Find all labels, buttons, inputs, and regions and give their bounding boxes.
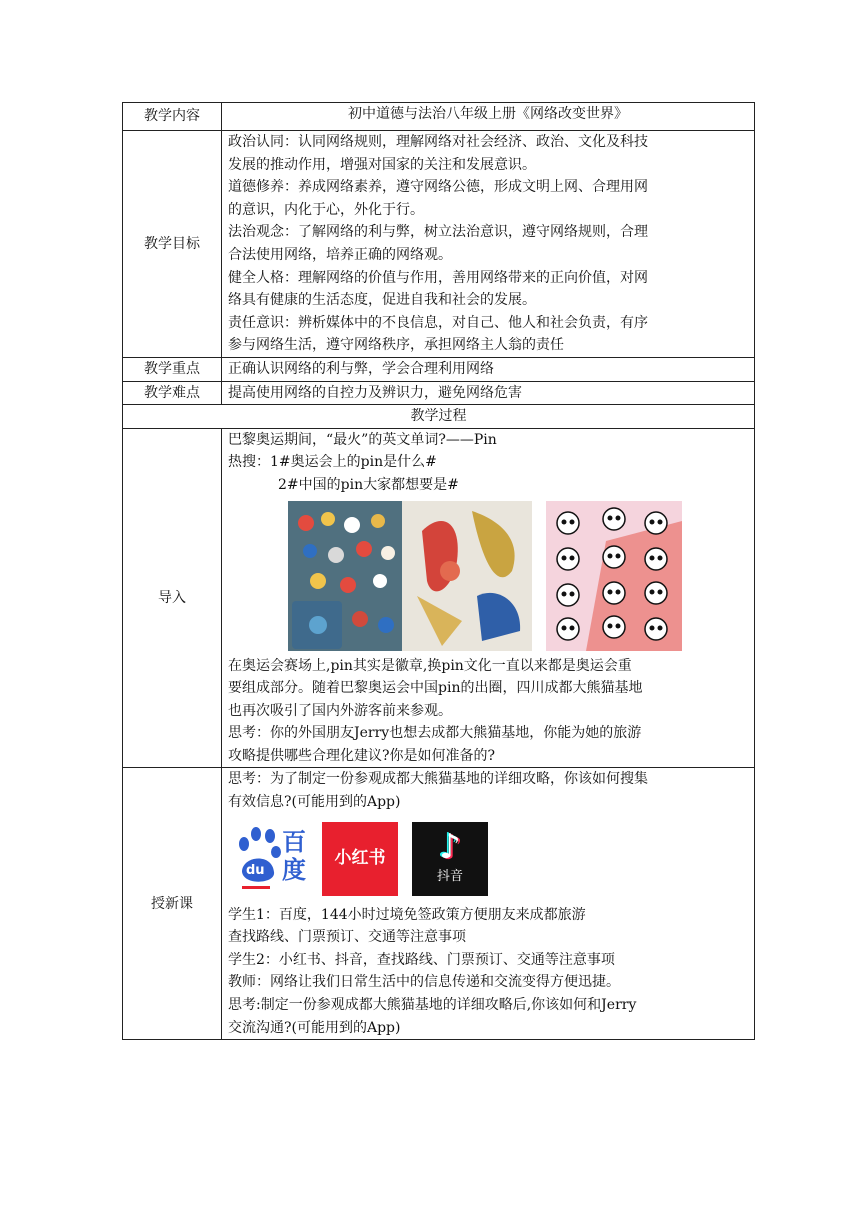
new-line: 学生2：小红书、抖音，查找路线、门票预订、交通等注意事项 [228,951,615,968]
goal-line: 的意识，内化于心，外化于行。 [228,201,424,218]
intro-line: 在奥运会赛场上,pin其实是徽章,换pin文化一直以来都是奥运会重 [228,657,632,674]
intro-line: 要组成部分。随着巴黎奥运会中国pin的出圈，四川成都大熊猫基地 [228,680,643,697]
difficulty-value: 提高使用网络的自控力及辨识力，避免网络危害 [222,381,755,405]
douyin-logo-icon [412,822,488,896]
douyin-text: 抖音 [436,869,463,885]
new-line: 思考:制定一份参观成都大熊猫基地的详细攻略后,你该如何和Jerry [228,997,637,1014]
baidu-du-text: du [246,862,265,878]
xiaohongshu-text: 小红书 [334,848,386,869]
intro-line: 思考：你的外国朋友Jerry也想去成都大熊猫基地，你能为她的旅游 [228,725,642,742]
intro-line: 2#中国的pin大家都想要是# [278,476,459,493]
key-value: 正确认识网络的利与弊，学会合理利用网络 [222,357,755,381]
goal-line: 合法使用网络，培养正确的网络观。 [228,246,452,263]
goals-label: 教学目标 [123,131,222,358]
baidu-logo-icon [232,822,308,896]
pin-photos [288,501,748,651]
intro-cell [222,428,755,768]
pin-collection-image [288,501,402,651]
intro-label: 导入 [123,428,222,768]
intro-line: 也再次吸引了国内外游客前来参观。 [228,702,452,719]
intro-line: 热搜：1#奥运会上的pin是什么# [228,454,437,471]
process-header: 教学过程 [123,405,755,429]
goal-line: 政治认同：认同网络规则，理解网络对社会经济、政治、文化及科技 [228,134,648,150]
intro-line: 攻略提供哪些合理化建议?你是如何准备的? [228,747,496,764]
goal-line: 络具有健康的生活态度，促进自我和社会的发展。 [228,292,536,309]
content-label: 教学内容 [123,103,222,131]
goals-cell [222,131,755,358]
intro-line: 巴黎奥运期间，“最火”的英文单词?——Pin [228,431,497,448]
goal-line: 责任意识：辨析媒体中的不良信息，对自己、他人和社会负责，有序 [228,314,648,331]
new-line: 学生1：百度，144小时过境免签政策方便朋友来成都旅游 [228,906,586,923]
new-lesson-cell [222,768,755,1040]
new-line: 教师：网络让我们日常生活中的信息传递和交流变得方便迅捷。 [228,974,620,991]
goal-line: 法治观念：了解网络的利与弊，树立法治意识，遵守网络规则，合理 [228,224,648,241]
new-line: 交流沟通?(可能用到的App) [228,1019,401,1036]
new-lesson-label: 授新课 [123,768,222,1040]
pin-collection-art [288,501,402,651]
new-line: 有效信息?(可能用到的App) [228,794,401,811]
goal-line: 发展的推动作用，增强对国家的关注和发展意识。 [228,156,536,173]
xiaohongshu-logo-icon [322,822,398,896]
goal-line: 道德修养：养成网络素养，遵守网络公德，形成文明上网、合理用网 [228,179,648,196]
panda-pins-art [546,501,682,651]
difficulty-label: 教学难点 [123,381,222,405]
goal-line: 参与网络生活，遵守网络秩序，承担网络主人翁的责任 [228,337,564,354]
goal-line: 健全人格：理解网络的价值与作用，善用网络带来的正向价值，对网 [228,269,648,286]
baidu-text: 百度 [282,826,306,884]
lesson-plan-table [122,102,755,1040]
new-line: 思考：为了制定一份参观成都大熊猫基地的详细攻略，你该如何搜集 [228,771,648,788]
gold-pins-image [402,501,532,651]
olympic-pins-photo [288,501,532,651]
music-note-icon: ♪ [439,827,461,868]
key-label: 教学重点 [123,357,222,381]
new-line: 查找路线、门票预订、交通等注意事项 [228,929,466,946]
content-value: 初中道德与法治八年级上册《网络改变世界》 [222,103,755,131]
gold-pins-art [402,501,532,651]
app-logos [232,822,748,896]
panda-pins-image [546,501,682,651]
